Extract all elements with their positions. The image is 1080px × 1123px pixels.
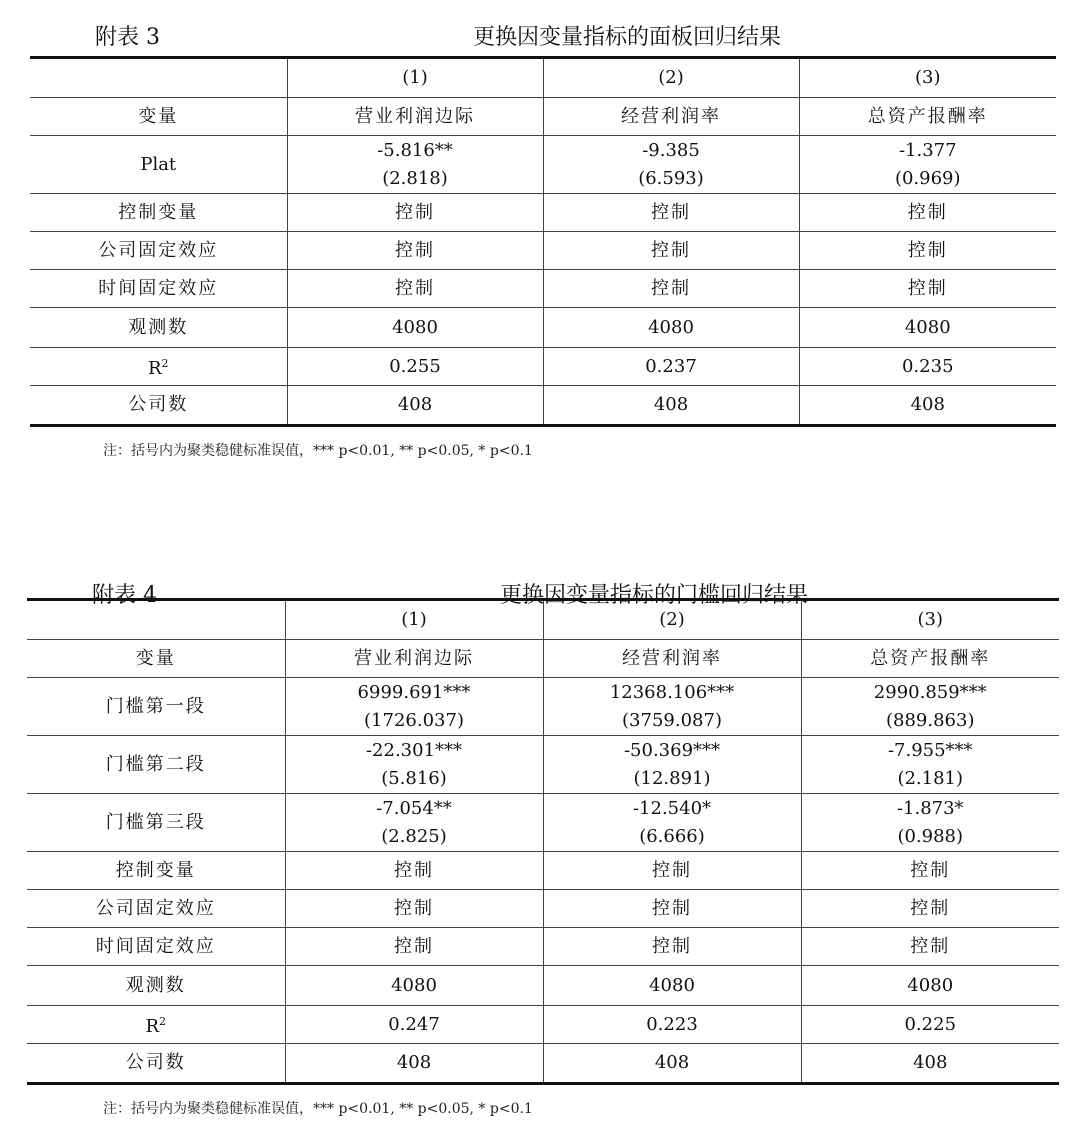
- row-label: 控制变量: [30, 194, 287, 232]
- data-cell: 4080: [801, 966, 1059, 1006]
- table3-colnum-row: [30, 58, 1056, 98]
- coef-value: -1.377: [898, 139, 957, 161]
- table-row: [27, 1044, 1059, 1084]
- table4-colname-3: 总资产报酬率: [801, 640, 1059, 678]
- data-cell: 4080: [287, 308, 543, 348]
- data-cell: [285, 794, 543, 852]
- data-cell: 控制: [543, 852, 801, 890]
- table-row: [30, 136, 1056, 194]
- std-error: (0.988): [897, 825, 964, 847]
- data-cell: [801, 736, 1059, 794]
- data-cell: [287, 136, 543, 194]
- table3-colnum-2: (2): [543, 58, 799, 98]
- data-cell: 控制: [543, 232, 799, 270]
- row-label: 公司数: [30, 386, 287, 426]
- row-label: 门槛第二段: [27, 736, 285, 794]
- table4-colname-2: 经营利润率: [543, 640, 801, 678]
- table-row: [27, 890, 1059, 928]
- data-cell: 4080: [285, 966, 543, 1006]
- table-row: [27, 966, 1059, 1006]
- std-error: (5.816): [381, 767, 447, 789]
- r-squared-label: R: [147, 358, 162, 379]
- std-error: (3759.087): [622, 709, 722, 731]
- std-error: (6.593): [638, 167, 704, 189]
- table-row: [27, 852, 1059, 890]
- data-cell: 控制: [801, 852, 1059, 890]
- std-error: (0.969): [894, 167, 961, 189]
- row-label: 时间固定效应: [30, 270, 287, 308]
- data-cell: 控制: [801, 928, 1059, 966]
- table3-title: 更换因变量指标的面板回归结果: [473, 25, 782, 50]
- table4-corner-cell: [27, 600, 285, 640]
- data-cell: 4080: [543, 308, 799, 348]
- std-error: (2.181): [897, 767, 964, 789]
- table4-colnum-row: [27, 600, 1059, 640]
- data-cell: 控制: [543, 270, 799, 308]
- data-cell: 408: [543, 386, 799, 426]
- std-error: (889.863): [886, 709, 975, 731]
- data-cell: 控制: [799, 232, 1056, 270]
- table3-colnum-3: (3): [799, 58, 1056, 98]
- std-error: (12.891): [633, 767, 711, 789]
- table-row: [27, 678, 1059, 736]
- data-cell: [801, 794, 1059, 852]
- row-label: [30, 348, 287, 386]
- table-row: [30, 270, 1056, 308]
- data-cell: 408: [799, 386, 1056, 426]
- table-row: [27, 928, 1059, 966]
- row-label: 控制变量: [27, 852, 285, 890]
- data-cell: 0.235: [799, 348, 1056, 386]
- r-squared-label: R: [145, 1016, 160, 1037]
- table3-colname-3: 总资产报酬率: [799, 98, 1056, 136]
- data-cell: [799, 136, 1056, 194]
- superscript: 2: [159, 1015, 167, 1028]
- coef-value: -5.816**: [377, 139, 453, 161]
- data-cell: 0.247: [285, 1006, 543, 1044]
- data-cell: 4080: [543, 966, 801, 1006]
- row-label: 公司固定效应: [30, 232, 287, 270]
- data-cell: 控制: [285, 852, 543, 890]
- table3-caption: [0, 0, 1080, 56]
- data-cell: 0.225: [801, 1006, 1059, 1044]
- data-cell: 控制: [543, 890, 801, 928]
- table4-header-label: 变量: [27, 640, 285, 678]
- data-cell: 4080: [799, 308, 1056, 348]
- table3-colname-2: 经营利润率: [543, 98, 799, 136]
- data-cell: [543, 136, 799, 194]
- data-cell: 控制: [285, 928, 543, 966]
- std-error: (1726.037): [364, 709, 464, 731]
- std-error: (2.825): [381, 825, 447, 847]
- data-cell: [285, 678, 543, 736]
- table4-colnum-3: (3): [801, 600, 1059, 640]
- data-cell: 0.237: [543, 348, 799, 386]
- data-cell: 控制: [287, 194, 543, 232]
- row-label: 观测数: [27, 966, 285, 1006]
- table4-note: 注：括号内为聚类稳健标准误值，*** p<0.01, ** p<0.05, * p<0.1: [103, 1101, 533, 1117]
- data-cell: 0.255: [287, 348, 543, 386]
- data-cell: 控制: [287, 232, 543, 270]
- coef-value: -7.054**: [376, 797, 452, 819]
- coef-value: 12368.106***: [609, 681, 735, 703]
- table3-header-label: 变量: [30, 98, 287, 136]
- coef-value: -9.385: [642, 139, 700, 161]
- data-cell: 408: [801, 1044, 1059, 1084]
- table3-label: 附表 3: [95, 25, 160, 50]
- table4-header-row: [27, 640, 1059, 678]
- row-label: 门槛第一段: [27, 678, 285, 736]
- table4-colnum-1: (1): [285, 600, 543, 640]
- table4-colname-1: 营业利润边际: [285, 640, 543, 678]
- table3-header-row: [30, 98, 1056, 136]
- coef-value: -22.301***: [365, 739, 463, 761]
- data-cell: [543, 736, 801, 794]
- superscript: 2: [161, 357, 169, 370]
- row-label: 公司数: [27, 1044, 285, 1084]
- coef-value: 6999.691***: [357, 681, 471, 703]
- table-row: [30, 348, 1056, 386]
- table-row: [27, 1006, 1059, 1044]
- data-cell: 控制: [801, 890, 1059, 928]
- row-label: 时间固定效应: [27, 928, 285, 966]
- coef-value: -50.369***: [623, 739, 721, 761]
- coef-value: 2990.859***: [873, 681, 987, 703]
- row-label: 公司固定效应: [27, 890, 285, 928]
- table3-colnum-1: (1): [287, 58, 543, 98]
- table-row: [30, 308, 1056, 348]
- coef-value: -12.540*: [632, 797, 712, 819]
- table3-note: 注：括号内为聚类稳健标准误值，*** p<0.01, ** p<0.05, * p<0.1: [103, 443, 533, 459]
- data-cell: [801, 678, 1059, 736]
- data-cell: 0.223: [543, 1006, 801, 1044]
- table3-corner-cell: [30, 58, 287, 98]
- data-cell: [285, 736, 543, 794]
- data-cell: 控制: [799, 270, 1056, 308]
- data-cell: 控制: [285, 890, 543, 928]
- table4: [27, 598, 1059, 1085]
- std-error: (6.666): [639, 825, 705, 847]
- table4-label: 附表 4: [92, 583, 157, 608]
- row-label: 观测数: [30, 308, 287, 348]
- data-cell: 控制: [287, 270, 543, 308]
- table-row: [30, 194, 1056, 232]
- std-error: (2.818): [382, 167, 448, 189]
- table-row: [30, 386, 1056, 426]
- table3-colname-1: 营业利润边际: [287, 98, 543, 136]
- data-cell: [543, 794, 801, 852]
- coef-value: -7.955***: [887, 739, 973, 761]
- data-cell: 408: [285, 1044, 543, 1084]
- row-label: 门槛第三段: [27, 794, 285, 852]
- data-cell: 控制: [543, 928, 801, 966]
- data-cell: 408: [543, 1044, 801, 1084]
- data-cell: [543, 678, 801, 736]
- table-row: [27, 736, 1059, 794]
- row-label: Plat: [30, 136, 287, 194]
- data-cell: 408: [287, 386, 543, 426]
- table4-title: 更换因变量指标的门槛回归结果: [500, 583, 809, 608]
- table4-colnum-2: (2): [543, 600, 801, 640]
- table-row: [27, 794, 1059, 852]
- data-cell: 控制: [543, 194, 799, 232]
- table-row: [30, 232, 1056, 270]
- table3-block: [0, 0, 1080, 415]
- row-label: [27, 1006, 285, 1044]
- table3: [30, 56, 1056, 427]
- coef-value: -1.873*: [896, 797, 964, 819]
- data-cell: 控制: [799, 194, 1056, 232]
